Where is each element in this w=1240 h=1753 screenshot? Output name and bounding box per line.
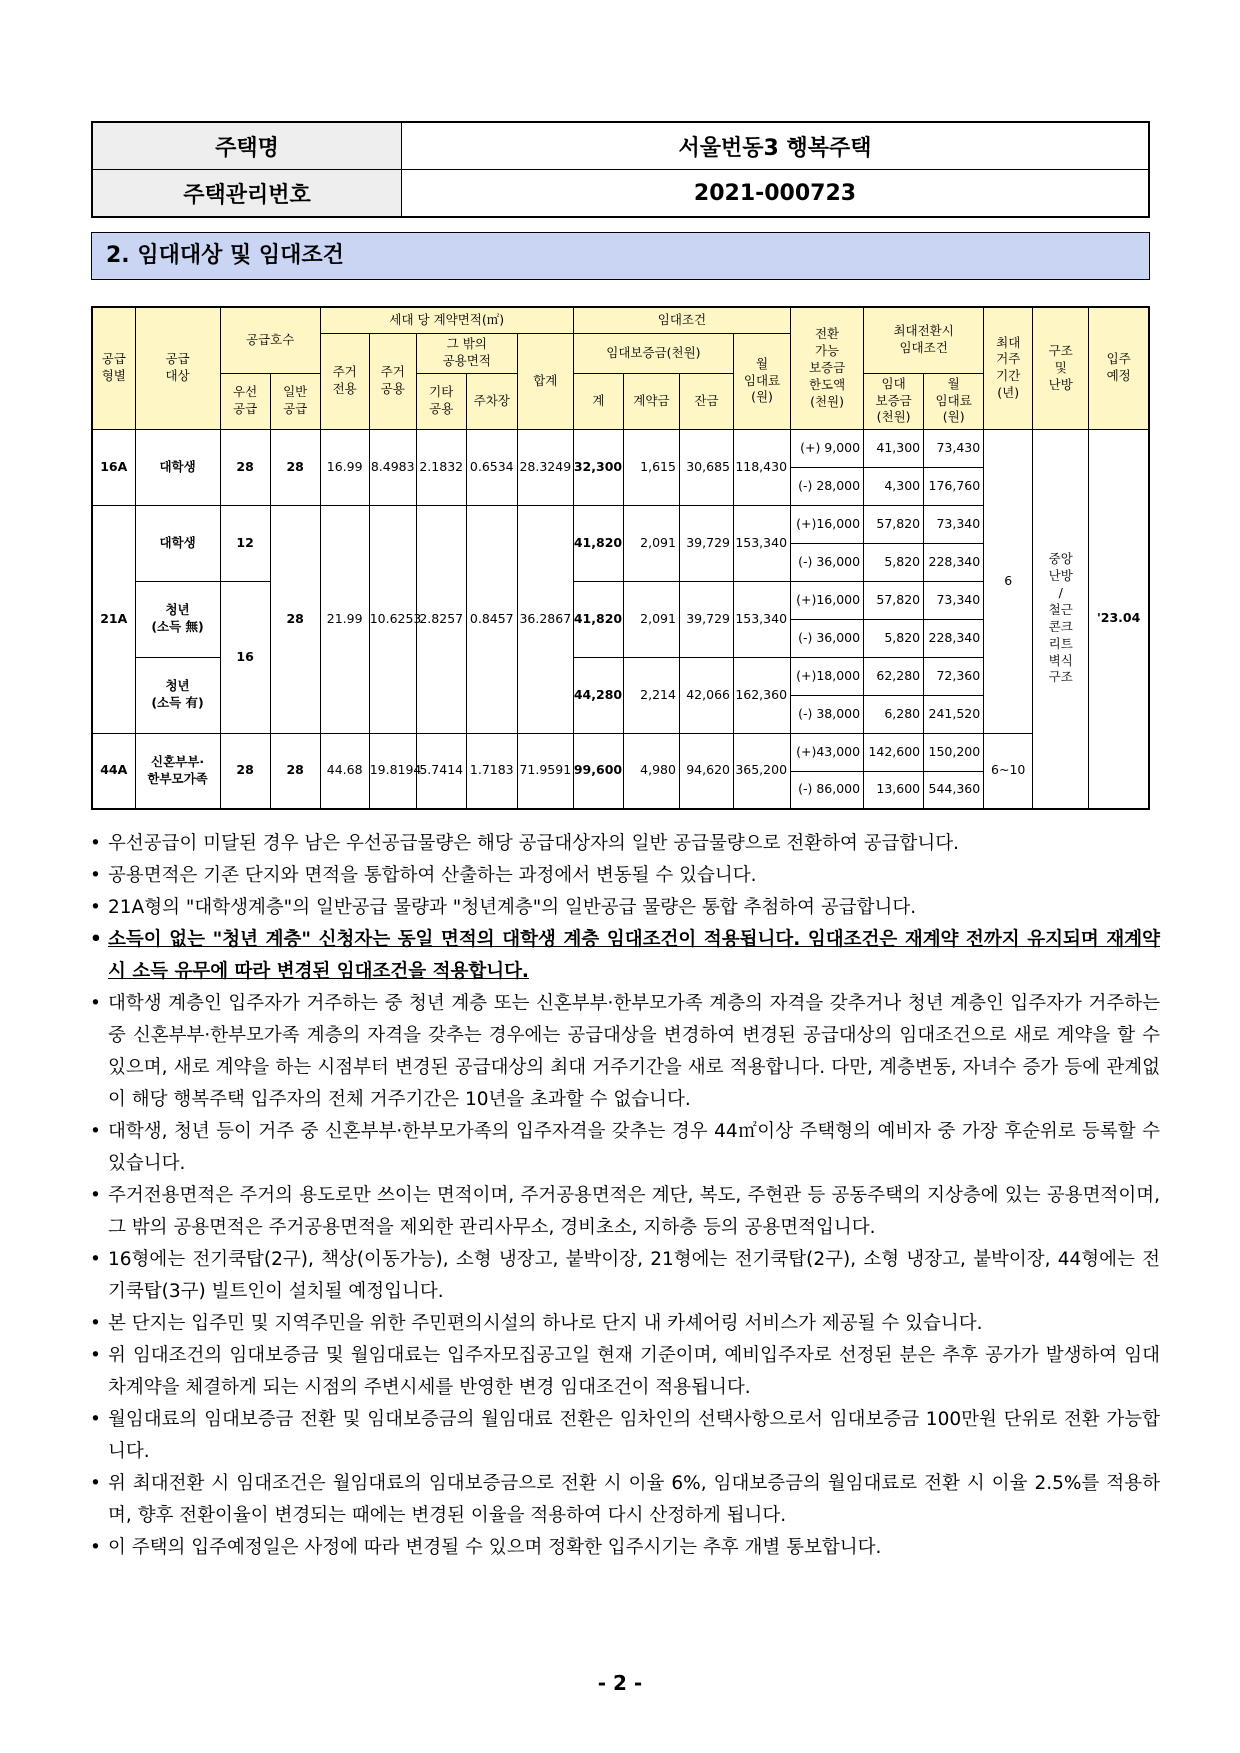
cell: 28 — [270, 429, 320, 505]
cell: 41,820 — [573, 581, 623, 657]
cell: 39,729 — [679, 505, 733, 581]
cell: 청년 (소득 有) — [135, 657, 220, 733]
cell: 241,520 — [924, 695, 984, 733]
cell: 8.4983 — [369, 429, 416, 505]
col-structure: 구조 및 난방 — [1033, 307, 1089, 429]
cell: 대학생 — [135, 505, 220, 581]
cell: 4,300 — [864, 467, 924, 505]
housing-id-label: 주택관리번호 — [92, 170, 402, 218]
cell: (+)18,000 — [791, 657, 864, 695]
cell: 5,820 — [864, 619, 924, 657]
col-convertible: 전환 가능 보증금 한도액 (천원) — [791, 307, 864, 429]
cell: 10.6253 — [369, 505, 416, 733]
col-area: 세대 당 계약면적(㎡) — [320, 307, 573, 333]
cell: 41,820 — [573, 505, 623, 581]
cell: 71.9591 — [517, 733, 573, 809]
cell: 2,091 — [623, 505, 679, 581]
col-sum: 계 — [573, 373, 623, 429]
cell: 73,340 — [924, 505, 984, 543]
cell: 13,600 — [864, 771, 924, 809]
list-item: • 16형에는 전기쿡탑(2구), 책상(이동가능), 소형 냉장고, 붙박이장, 21형에는 전기쿡탑(2구), 소형 냉장고, 붙박이장, 44형에는 전기쿡탑(3구) 빌트인이 설치될 예정입니다. — [88, 1244, 1160, 1308]
col-move-in: 입주 예정 — [1089, 307, 1149, 429]
col-monthly: 월 임대료 (원) — [733, 333, 790, 429]
list-item: • 위 임대조건의 임대보증금 및 월임대료는 입주자모집공고일 현재 기준이며, 예비입주자로 선정된 분은 추후 공가가 발생하여 임대차계약을 체결하게 되는 시점의 주변시세를 반영한 변경 임대조건이 적용됩니다. — [88, 1340, 1160, 1404]
cell: 1,615 — [623, 429, 679, 505]
cell: 28 — [220, 733, 270, 809]
col-other-common: 그 밖의 공용면적 — [416, 333, 517, 373]
cell: 153,340 — [733, 505, 790, 581]
list-item: • 공용면적은 기존 단지와 면적을 통합하여 산출하는 과정에서 변동될 수 있습니다. — [88, 860, 1160, 892]
col-conv-deposit: 임대 보증금 (천원) — [864, 373, 924, 429]
notes-list — [88, 828, 1160, 1564]
cell: 30,685 — [679, 429, 733, 505]
cell: (-) 36,000 — [791, 619, 864, 657]
list-item: • 대학생, 청년 등이 거주 중 신혼부부·한부모가족의 입주자격을 갖추는 경우 44㎡이상 주택형의 예비자 중 가장 후순위로 등록할 수 있습니다. — [88, 1116, 1160, 1180]
cell: (-) 28,000 — [791, 467, 864, 505]
cell: 94,620 — [679, 733, 733, 809]
list-item: • 월임대료의 임대보증금 전환 및 임대보증금의 월임대료 전환은 임차인의 선택사항으로서 임대보증금 100만원 단위로 전환 가능합니다. — [88, 1404, 1160, 1468]
cell: (+)16,000 — [791, 505, 864, 543]
cell: 28 — [220, 429, 270, 505]
col-supply-type: 공급 형별 — [92, 307, 135, 429]
list-item: • 주거전용면적은 주거의 용도로만 쓰이는 면적이며, 주거공용면적은 계단, 복도, 주현관 등 공동주택의 지상층에 있는 공용면적이며, 그 밖의 공용면적은 주거공용면적을 제외한 관리사무소, 경비초소, 지하층 등의 공용면적입니다. — [88, 1180, 1160, 1244]
col-general: 일반 공급 — [270, 373, 320, 429]
cell: 28 — [270, 505, 320, 733]
cell: 142,600 — [864, 733, 924, 771]
col-total: 합계 — [517, 333, 573, 429]
cell: 365,200 — [733, 733, 790, 809]
col-supply-units: 공급호수 — [220, 307, 320, 373]
cell: 44A — [92, 733, 135, 809]
cell: 0.8457 — [466, 505, 517, 733]
cell: 73,430 — [924, 429, 984, 467]
cell: 118,430 — [733, 429, 790, 505]
cell: 57,820 — [864, 505, 924, 543]
col-exclusive: 주거 전용 — [320, 333, 369, 429]
cell: 중앙 난방 / 철근 콘크 리트 벽식 구조 — [1033, 429, 1089, 809]
cell: 21A — [92, 505, 135, 733]
cell: 2.8257 — [416, 505, 466, 733]
cell: 153,340 — [733, 581, 790, 657]
housing-name-label: 주택명 — [92, 122, 402, 170]
cell: 228,340 — [924, 543, 984, 581]
cell: 2.1832 — [416, 429, 466, 505]
cell: 150,200 — [924, 733, 984, 771]
list-item: • 이 주택의 입주예정일은 사정에 따라 변경될 수 있으며 정확한 입주시기는 추후 개별 통보합니다. — [88, 1532, 1160, 1564]
cell: 5.7414 — [416, 733, 466, 809]
cell: 162,360 — [733, 657, 790, 733]
cell: 청년 (소득 無) — [135, 581, 220, 657]
list-item: • 소득이 없는 "청년 계층" 신청자는 동일 면적의 대학생 계층 임대조건이 적용됩니다. 임대조건은 재계약 전까지 유지되며 재계약 시 소득 유무에 따라 변경된 임대조건을 적용합니다. — [88, 924, 1160, 988]
list-item: • 본 단지는 입주민 및 지역주민을 위한 주민편의시설의 하나로 단지 내 카셰어링 서비스가 제공될 수 있습니다. — [88, 1308, 1160, 1340]
cell: 176,760 — [924, 467, 984, 505]
lease-conditions-table — [91, 306, 1150, 810]
col-common: 주거 공용 — [369, 333, 416, 429]
col-other: 기타 공용 — [416, 373, 466, 429]
col-balance: 잔금 — [679, 373, 733, 429]
cell: 6~10 — [984, 733, 1033, 809]
cell: 4,980 — [623, 733, 679, 809]
list-item: • 우선공급이 미달된 경우 남은 우선공급물량은 해당 공급대상자의 일반 공급물량으로 전환하여 공급합니다. — [88, 828, 1160, 860]
cell: 41,300 — [864, 429, 924, 467]
cell: (-) 86,000 — [791, 771, 864, 809]
cell: (+) 9,000 — [791, 429, 864, 467]
housing-id-value: 2021-000723 — [402, 170, 1150, 218]
cell: 44,280 — [573, 657, 623, 733]
section-title: 2. 임대대상 및 임대조건 — [91, 232, 1150, 280]
col-supply-target: 공급 대상 — [135, 307, 220, 429]
housing-info-table — [91, 121, 1150, 218]
cell: 대학생 — [135, 429, 220, 505]
header-row — [92, 307, 1149, 333]
cell: 16A — [92, 429, 135, 505]
page-number: - 2 - — [597, 1671, 643, 1695]
cell: 42,066 — [679, 657, 733, 733]
list-item: • 위 최대전환 시 임대조건은 월임대료의 임대보증금으로 전환 시 이율 6%, 임대보증금의 월임대료로 전환 시 이율 2.5%를 적용하며, 향후 전환이율이 변경되는 때에는 변경된 이율을 적용하여 다시 산정하게 됩니다. — [88, 1468, 1160, 1532]
col-priority: 우선 공급 — [220, 373, 270, 429]
housing-name-value: 서울번동3 행복주택 — [402, 122, 1150, 170]
cell: 신혼부부· 한부모가족 — [135, 733, 220, 809]
cell: 57,820 — [864, 581, 924, 619]
cell: 5,820 — [864, 543, 924, 581]
cell: 6,280 — [864, 695, 924, 733]
cell: 72,360 — [924, 657, 984, 695]
cell: 36.2867 — [517, 505, 573, 733]
cell: 16.99 — [320, 429, 369, 505]
cell: (+)43,000 — [791, 733, 864, 771]
cell: 0.6534 — [466, 429, 517, 505]
cell: 2,214 — [623, 657, 679, 733]
col-contract: 계약금 — [623, 373, 679, 429]
list-item: • 대학생 계층인 입주자가 거주하는 중 청년 계층 또는 신혼부부·한부모가족 계층의 자격을 갖추거나 청년 계층인 입주자가 거주하는 중 신혼부부·한부모가족 계층의 자격을 갖추는 경우에는 공급대상을 변경하여 변경된 공급대상의 임대조건으로 새로 계약을 할 수 있으며, 새로 계약을 하는 시점부터 변경된 공급대상의 최대 거주기간을 새로 적용합니다. 다만, 계층변동, 자녀수 증가 등에 관계없이 해당 행복주택 입주자의 전체 거주기간은 10년을 초과할 수 없습니다. — [88, 988, 1160, 1116]
cell: 28.3249 — [517, 429, 573, 505]
cell: 32,300 — [573, 429, 623, 505]
cell: 73,340 — [924, 581, 984, 619]
cell: 99,600 — [573, 733, 623, 809]
cell: 62,280 — [864, 657, 924, 695]
table-row — [92, 429, 1149, 467]
col-conv-monthly: 월 임대료 (원) — [924, 373, 984, 429]
cell: 1.7183 — [466, 733, 517, 809]
cell: (-) 38,000 — [791, 695, 864, 733]
cell: (+)16,000 — [791, 581, 864, 619]
cell: 544,360 — [924, 771, 984, 809]
cell: 6 — [984, 429, 1033, 733]
col-max-conversion: 최대전환시 임대조건 — [864, 307, 984, 373]
cell: 228,340 — [924, 619, 984, 657]
cell: 39,729 — [679, 581, 733, 657]
cell: 16 — [220, 581, 270, 733]
list-item: • 21A형의 "대학생계층"의 일반공급 물량과 "청년계층"의 일반공급 물량은 통합 추첨하여 공급합니다. — [88, 892, 1160, 924]
cell: 12 — [220, 505, 270, 581]
cell: 21.99 — [320, 505, 369, 733]
cell: 44.68 — [320, 733, 369, 809]
cell: 19.8194 — [369, 733, 416, 809]
col-deposit: 임대보증금(천원) — [573, 333, 733, 373]
cell: '23.04 — [1089, 429, 1149, 809]
col-lease: 임대조건 — [573, 307, 790, 333]
cell: 28 — [270, 733, 320, 809]
table-row — [92, 733, 1149, 771]
col-parking: 주차장 — [466, 373, 517, 429]
col-max-period: 최대 거주 기간 (년) — [984, 307, 1033, 429]
cell: 2,091 — [623, 581, 679, 657]
cell: (-) 36,000 — [791, 543, 864, 581]
